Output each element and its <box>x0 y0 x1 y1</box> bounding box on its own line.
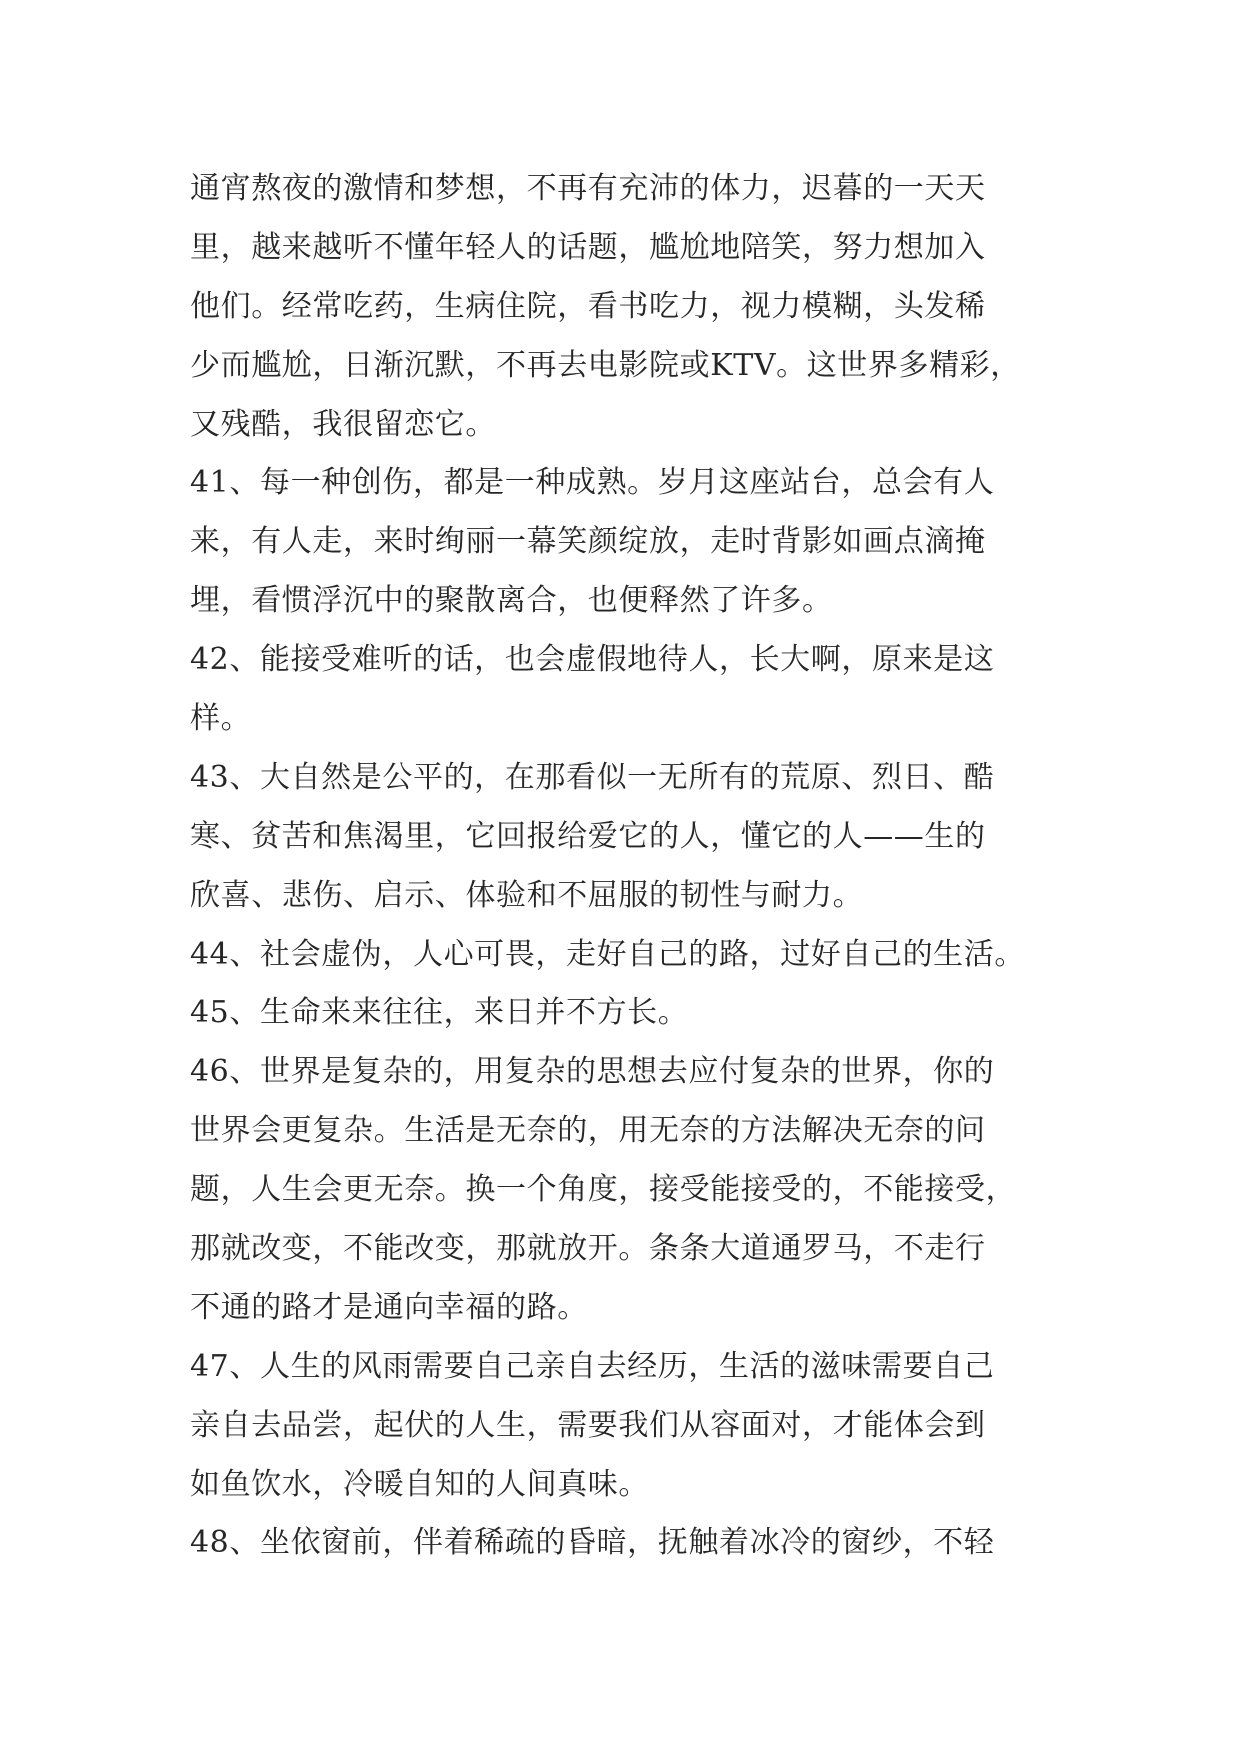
text-line: 亲自去品尝，起伏的人生，需要我们从容面对，才能体会到 <box>190 1407 986 1443</box>
text-line: 他们。经常吃药，生病住院，看书吃力，视力模糊，头发稀 <box>190 288 986 324</box>
document-body <box>190 160 1070 1573</box>
text-line: 埋，看惯浮沉中的聚散离合，也便释然了许多。 <box>190 583 833 619</box>
text-line: 少而尴尬，日渐沉默，不再去电影院或KTV。这世界多精彩， <box>190 347 1021 383</box>
text-line: 世界会更复杂。生活是无奈的，用无奈的方法解决无奈的问 <box>190 1113 986 1149</box>
text-line: 47、人生的风雨需要自己亲自去经历，生活的滋味需要自己 <box>190 1348 995 1384</box>
text-line: 样。 <box>190 701 252 737</box>
text-line: 41、每一种创伤，都是一种成熟。岁月这座站台，总会有人 <box>190 465 995 501</box>
text-line: 如鱼饮水，冷暖自知的人间真味。 <box>190 1466 649 1502</box>
text-line: 题，人生会更无奈。换一个角度，接受能接受的，不能接受， <box>190 1172 1017 1208</box>
text-line: 45、生命来来往往，来日并不方长。 <box>190 995 689 1031</box>
text-line: 欣喜、悲伤、启示、体验和不屈服的韧性与耐力。 <box>190 877 864 913</box>
text-line: 那就改变，不能改变，那就放开。条条大道通罗马，不走行 <box>190 1231 986 1267</box>
text-line: 通宵熬夜的激情和梦想，不再有充沛的体力，迟暮的一天天 <box>190 171 986 206</box>
text-line: 寒、贫苦和焦渴里，它回报给爱它的人，懂它的人——生的 <box>190 818 986 854</box>
text-line: 不通的路才是通向幸福的路。 <box>190 1289 588 1325</box>
text-line: 48、坐依窗前，伴着稀疏的昏暗，抚触着冰冷的窗纱，不轻 <box>190 1525 995 1561</box>
text-line: 46、世界是复杂的，用复杂的思想去应付复杂的世界，你的 <box>190 1054 995 1090</box>
text-line: 44、社会虚伪，人心可畏，走好自己的路，过好自己的生活。 <box>190 936 1025 972</box>
text-line: 又残酷，我很留恋它。 <box>190 406 496 442</box>
text-line: 里，越来越听不懂年轻人的话题，尴尬地陪笑，努力想加入 <box>190 229 986 265</box>
text-line: 来，有人走，来时绚丽一幕笑颜绽放，走时背影如画点滴掩 <box>190 524 986 560</box>
text-line: 42、能接受难听的话，也会虚假地待人，长大啊，原来是这 <box>190 642 995 678</box>
text-line: 43、大自然是公平的，在那看似一无所有的荒原、烈日、酷 <box>190 759 995 795</box>
